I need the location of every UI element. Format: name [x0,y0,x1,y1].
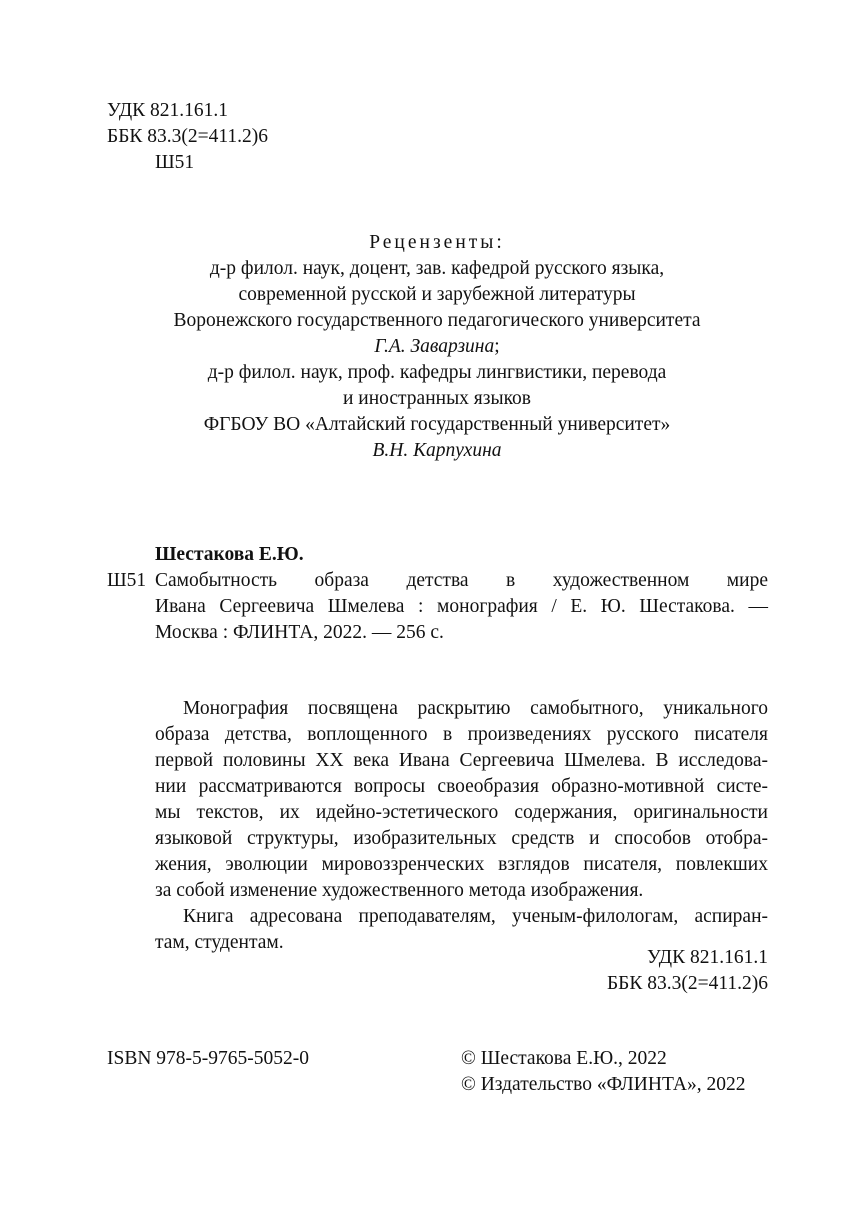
abstract-line: Монография посвящена раскрытию самобытного, уникального [183,698,768,719]
copyright-publisher: © Издательство «ФЛИНТА», 2022 [461,1074,746,1095]
reviewer2-name: В.Н. Карпухина [372,440,502,461]
reviewer-separator: ; [494,336,500,357]
reviewer2-line: и иностранных языков [342,388,532,409]
reviewer1-line: Воронежского государственного педагогического университета [173,310,701,331]
right-classification-block [500,945,768,997]
biblio-title-line: Самобытность образа детства в художественном мире [155,570,768,591]
biblio-imprint-line: Москва : ФЛИНТА, 2022. — 256 с. [155,622,444,643]
bbk-code: ББК 83.3(2=411.2)6 [107,126,269,147]
abstract-line: языковой структуры, изобразительных средств и способов отобра- [155,828,768,849]
bbk-code: ББК 83.3(2=411.2)6 [606,973,768,994]
udk-code: УДК 821.161.1 [646,947,768,968]
abstract-line: за собой изменение художественного метода изображения. [155,880,644,901]
abstract-line: нии рассматриваются вопросы своеобразия образно-мотивной систе- [155,776,768,797]
reviewer2-line: ФГБОУ ВО «Алтайский государственный университет» [203,414,671,435]
audience-line: там, студентам. [155,932,284,953]
audience-line: Книга адресована преподавателям, ученым-филологам, аспиран- [183,906,768,927]
biblio-entry [107,568,768,646]
classification-block [107,98,268,176]
copyright-block [461,1046,745,1098]
abstract-line: жения, эволюции мировоззренческих взглядов писателя, повлекших [155,854,768,875]
udk-code: УДК 821.161.1 [107,100,229,121]
reviewer1-name-line [107,334,767,360]
abstract [155,696,768,956]
biblio-title-line: Ивана Сергеевича Шмелева : монография / Е. Ю. Шестакова. — [155,596,768,617]
biblio-code: Ш51 [107,570,147,591]
reviewer1-name: Г.А. Заварзина [374,336,495,357]
reviewer1-line: д-р филол. наук, доцент, зав. кафедрой русского языка, [209,258,665,279]
isbn: ISBN 978-5-9765-5052-0 [107,1048,310,1069]
abstract-line: мы текстов, их идейно-эстетического содержания, оригинальности [155,802,768,823]
reviewer2-line: д-р филол. наук, проф. кафедры лингвистики, перевода [207,362,667,383]
reviewers-heading: Рецензенты: [369,232,505,253]
abstract-line: образа детства, воплощенного в произведениях русского писателя [155,724,768,745]
abstract-line: первой половины XX века Ивана Сергеевича Шмелева. В исследова- [155,750,768,771]
reviewers-block [107,230,767,464]
author-heading: Шестакова Е.Ю. [155,544,304,565]
reviewer1-line: современной русской и зарубежной литературы [238,284,636,305]
copyright-author: © Шестакова Е.Ю., 2022 [461,1048,667,1069]
author-mark-code: Ш51 [155,152,195,173]
bibliographic-record [107,541,768,646]
